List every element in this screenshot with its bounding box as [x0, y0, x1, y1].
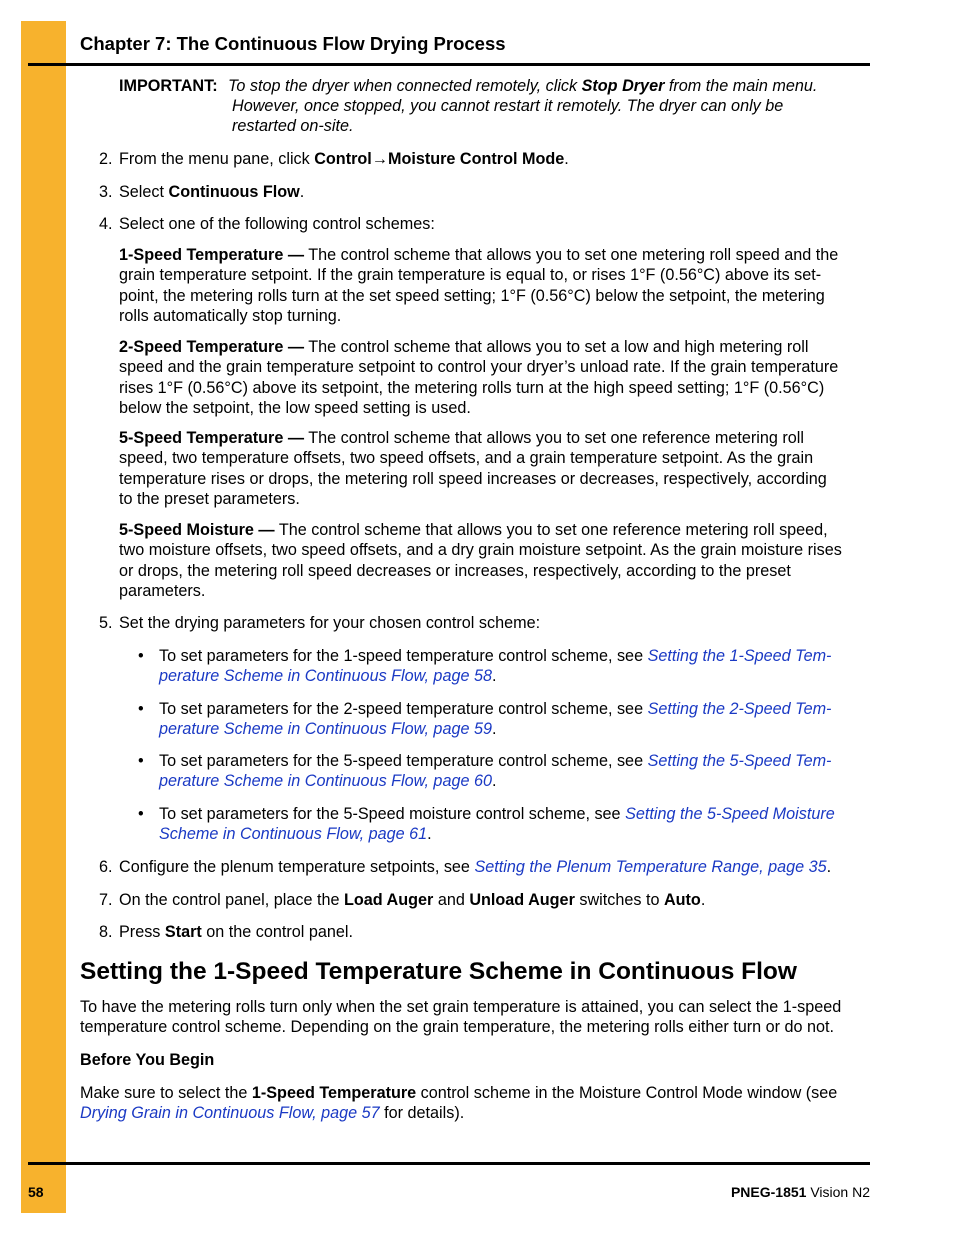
step-number: 5.: [99, 614, 113, 632]
bullet-glyph: •: [138, 805, 144, 823]
bullet-glyph: •: [138, 752, 144, 770]
bullet-item: To set parameters for the 1-speed temperature control scheme, see Setting the 1-Speed Tem- perature Scheme in Continuous Flow, page 58.: [159, 647, 832, 686]
step-number: 4.: [99, 215, 113, 233]
document-id: PNEG-1851 Vision N2: [730, 1184, 870, 1200]
important-text: To stop the dryer when connected remotely, click Stop Dryer from the main menu.: [228, 77, 818, 95]
section-heading: Setting the 1-Speed Temperature Scheme in Continuous Flow: [80, 958, 797, 985]
section-intro: To have the metering rolls turn only when the set grain temperature is attained, you can select the 1-speed temperature control scheme. Depending on the grain temperature, the metering rolls either turn or do not.: [80, 998, 842, 1037]
step-number: 3.: [99, 183, 113, 201]
cross-reference-link[interactable]: Setting the 1-Speed Tem-: [647, 647, 832, 665]
bullet-glyph: •: [138, 647, 144, 665]
step-3-text: Select Continuous Flow.: [119, 183, 305, 201]
cross-reference-link[interactable]: perature Scheme in Continuous Flow, page 59: [159, 720, 492, 739]
step-number: 7.: [99, 891, 113, 909]
cross-reference-link[interactable]: perature Scheme in Continuous Flow, page 60: [159, 772, 492, 791]
cross-reference-link[interactable]: Setting the 5-Speed Tem-: [647, 752, 832, 770]
step-number: 8.: [99, 923, 113, 941]
step-number: 2.: [99, 150, 113, 168]
important-label: IMPORTANT:: [119, 77, 218, 95]
scheme-5-speed-moisture: 5-Speed Moisture — The control scheme that allows you to set one reference metering roll speed, two moisture offsets, two speed offsets, and a dry grain moisture setpoint. As the grain moisture rises or drops, the metering roll speed decreases or increases, respectively, according to the preset parameters.: [119, 521, 842, 600]
cross-reference-link[interactable]: Setting the Plenum Temperature Range, page 35: [474, 858, 827, 876]
scheme-1-speed-temperature: 1-Speed Temperature — The control scheme that allows you to set one metering roll speed and the grain temperature setpoint. If the grain temperature is equal to, or rises 1°F (0.56°C) above its set- point, the metering rolls turn at the set speed setting; 1°F (0.56°C) below the setpoint, the metering rolls automatically stop turning.: [119, 246, 839, 325]
chapter-title: Chapter 7: The Continuous Flow Drying Process: [80, 33, 506, 54]
step-number: 6.: [99, 858, 113, 876]
bullet-glyph: •: [138, 700, 144, 718]
chapter-color-bar: [21, 21, 66, 1213]
bullet-item: To set parameters for the 5-Speed moisture control scheme, see Setting the 5-Speed Moisture Scheme in Continuous Flow, page 61.: [159, 805, 835, 844]
header-rule: [28, 63, 870, 66]
step-2-text: From the menu pane, click Control→Moisture Control Mode.: [119, 150, 569, 168]
cross-reference-link[interactable]: Setting the 2-Speed Tem-: [647, 700, 832, 718]
cross-reference-link[interactable]: perature Scheme in Continuous Flow, page 58: [159, 667, 492, 686]
footer-rule: [28, 1162, 870, 1165]
page-number: 58: [28, 1184, 44, 1200]
cross-reference-link[interactable]: Drying Grain in Continuous Flow, page 57: [80, 1104, 380, 1123]
step-4-text: Select one of the following control schemes:: [119, 215, 435, 233]
scheme-2-speed-temperature: 2-Speed Temperature — The control scheme that allows you to set a low and high metering roll speed and the grain temperature setpoint to control your dryer’s unload rate. If the grain temperature rises 1°F (0.56°C) above its setpoint, the metering rolls turn at the high speed setting; 1°F (0.56°C) below the setpoint, the low speed setting is used.: [119, 338, 839, 417]
bullet-item: To set parameters for the 5-speed temperature control scheme, see Setting the 5-Speed Tem- perature Scheme in Continuous Flow, page 60.: [159, 752, 832, 791]
important-text-line3: restarted on-site.: [232, 117, 354, 135]
step-7-text: On the control panel, place the Load Auger and Unload Auger switches to Auto.: [119, 891, 706, 909]
step-5-text: Set the drying parameters for your chosen control scheme:: [119, 614, 541, 632]
step-8-text: Press Start on the control panel.: [119, 923, 353, 941]
step-6-text: Configure the plenum temperature setpoints, see Setting the Plenum Temperature Range, page 35.: [119, 858, 832, 876]
cross-reference-link[interactable]: Scheme in Continuous Flow, page 61: [159, 825, 428, 844]
scheme-5-speed-temperature: 5-Speed Temperature — The control scheme that allows you to set one reference metering roll speed, two temperature offsets, two speed offsets, and a grain temperature setpoint. As the grain temperature rises or drops, the metering roll speed increases or decreases, respectively, according to the preset parameters.: [119, 429, 827, 508]
bullet-item: To set parameters for the 2-speed temperature control scheme, see Setting the 2-Speed Tem- perature Scheme in Continuous Flow, page 59.: [159, 700, 832, 739]
important-text-line2: However, once stopped, you cannot restart it remotely. The dryer can only be: [232, 97, 784, 115]
prerequisite-text: Make sure to select the 1-Speed Temperature control scheme in the Moisture Control Mode window (see Drying Grain in Continuous Flow, page 57 for details).: [80, 1084, 838, 1123]
before-you-begin-heading: Before You Begin: [80, 1051, 215, 1069]
cross-reference-link[interactable]: Setting the 5-Speed Moisture: [625, 805, 835, 823]
